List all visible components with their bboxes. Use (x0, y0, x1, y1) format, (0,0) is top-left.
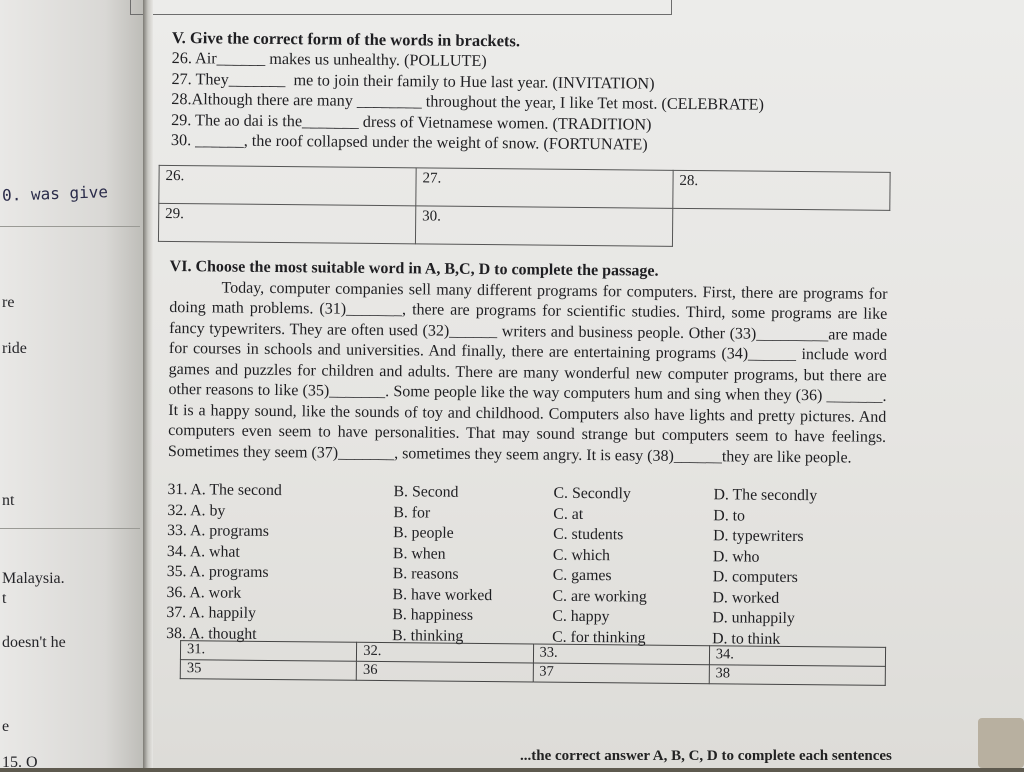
option-d[interactable]: D. to think (712, 629, 781, 648)
question-26: 26. Air______ makes us unhealthy. (POLLUTE) (171, 48, 487, 71)
answer-cell-33[interactable]: 33. (533, 644, 709, 665)
option-b[interactable]: B. Second (393, 483, 459, 501)
options-list (166, 480, 888, 651)
option-a[interactable]: 34. A. what (166, 542, 240, 561)
left-fragment: 15. O (2, 754, 38, 771)
section5-title: V. Give the correct form of the words in brackets. (171, 28, 521, 51)
answer-cell-32[interactable]: 32. (357, 642, 533, 663)
previous-answer-box (130, 0, 672, 15)
left-facing-page (0, 0, 150, 771)
question-28: 28.Although there are many ________ throughout the year, I like Tet most. (CELEBRATE) (171, 89, 765, 114)
option-c[interactable]: C. at (553, 505, 584, 523)
option-b[interactable]: B. thinking (392, 626, 464, 645)
divider (0, 528, 140, 529)
option-d[interactable]: D. to (713, 506, 746, 525)
left-fragment: re (2, 294, 15, 311)
option-c[interactable]: C. students (553, 525, 624, 544)
option-c[interactable]: C. Secondly (553, 484, 631, 503)
option-a[interactable]: 35. A. programs (166, 562, 269, 581)
left-fragment: e (2, 718, 10, 735)
option-d[interactable]: D. The secondly (713, 486, 818, 505)
option-b[interactable]: B. when (392, 544, 446, 563)
question-30: 30. ______, the roof collapsed under the weight of snow. (FORTUNATE) (170, 130, 648, 154)
answer-cell-27[interactable]: 27. (416, 167, 673, 207)
option-b[interactable]: B. happiness (392, 606, 474, 624)
option-b[interactable]: B. people (393, 524, 454, 542)
worksheet-content (166, 28, 892, 686)
answer-cell-30[interactable]: 30. (415, 205, 672, 245)
option-d[interactable]: D. unhappily (712, 609, 795, 628)
answer-cell-29[interactable]: 29. (158, 203, 415, 243)
option-c[interactable]: C. for thinking (552, 628, 646, 647)
option-b[interactable]: B. have worked (392, 585, 493, 604)
next-section-heading: ...the correct answer A, B, C, D to complete each sentences (520, 748, 892, 764)
left-fragment: Malaysia. (2, 570, 65, 587)
book-spine (143, 0, 153, 768)
handwritten-answer: 0. was give (1, 182, 109, 205)
option-a[interactable]: 36. A. work (166, 583, 242, 602)
option-a[interactable]: 38. A. thought (166, 624, 257, 643)
answer-cell-26[interactable]: 26. (159, 165, 416, 205)
answer-cell-31[interactable]: 31. (180, 641, 356, 662)
question-27: 27. They_______ me to join their family to Hue last year. (INVITATION) (171, 69, 655, 93)
option-a[interactable]: 31. A. The second (167, 480, 282, 500)
option-d[interactable]: D. computers (712, 568, 798, 587)
section5-answer-table (158, 164, 891, 248)
option-a[interactable]: 37. A. happily (166, 603, 256, 622)
option-b[interactable]: B. for (393, 503, 431, 522)
empty-cell (672, 208, 890, 248)
option-b[interactable]: B. reasons (392, 565, 459, 583)
table-surface-corner (978, 718, 1024, 768)
question-29: 29. The ao dai is the_______ dress of Vietnamese women. (TRADITION) (171, 110, 652, 134)
answer-cell-34[interactable]: 34. (709, 646, 885, 667)
section6-title: VI. Choose the most suitable word in A, B,C, D to complete the passage. (169, 257, 659, 280)
left-fragment: doesn't he (2, 634, 66, 651)
option-d[interactable]: D. worked (712, 588, 780, 607)
option-d[interactable]: D. who (712, 547, 760, 566)
answer-cell-36[interactable]: 36 (356, 661, 532, 682)
answer-cell-35[interactable]: 35 (180, 660, 356, 681)
answer-cell-38[interactable]: 38 (709, 665, 885, 686)
passage-text: Today, computer companies sell many different programs for computers. First, there are programs for doing math problems. (31)_______, there are programs for scientific studies. Third, some programs are like fancy typewriters. They are often used (32)______ writers and business people. Other (33)_________are made for courses in schools and universities. And finally, there are entertaining programs (34)______ include word games and puzzles for children and adults. There are many wonderful new computer programs, but there are other reasons to like (35)_______. Some people like the way computers hum and sing when they (36) _______. It is a happy sound, like the sounds of toy and childhood. Computers also have lights and pretty pictures. And computers even seem to have personalities. That may sound strange but computers seem to have feelings. Sometimes they seem (37)_______, sometimes they seem angry. It is easy (38)______they are like people. (167, 278, 888, 467)
option-c[interactable]: C. games (552, 566, 612, 585)
option-a[interactable]: 33. A. programs (167, 521, 270, 540)
left-fragment: ride (2, 340, 27, 357)
answer-cell-28[interactable]: 28. (673, 170, 891, 210)
answer-cell-37[interactable]: 37 (533, 663, 709, 684)
option-d[interactable]: D. typewriters (713, 527, 804, 546)
left-fragment: nt (2, 492, 15, 509)
divider (0, 226, 140, 227)
option-c[interactable]: C. happy (552, 607, 610, 626)
option-c[interactable]: C. which (552, 546, 611, 564)
left-fragment: t (2, 590, 7, 607)
option-a[interactable]: 32. A. by (167, 501, 226, 520)
option-c[interactable]: C. are working (552, 587, 647, 606)
